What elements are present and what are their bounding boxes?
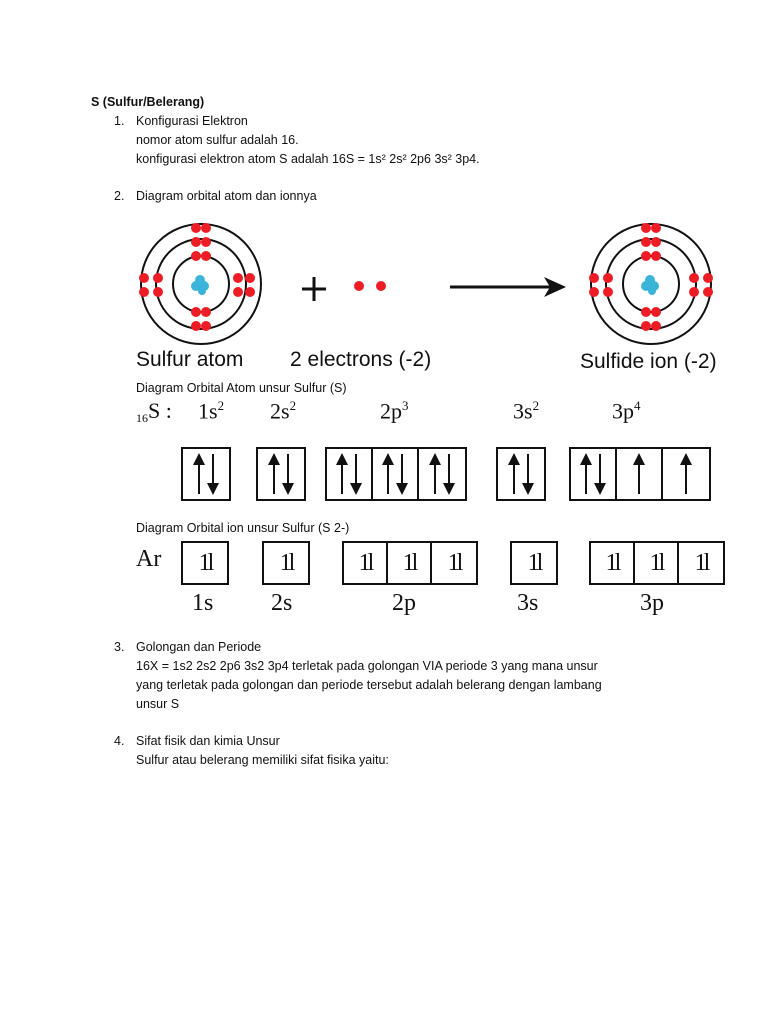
ion-boxes-2p [342,541,478,585]
orbital-label: $2s^2$ [270,398,297,424]
spin-up-arrow [579,452,593,496]
atom-diagram [130,220,740,350]
nucleus [191,275,209,295]
list-number: 3. [114,640,125,654]
orbital-label: $3p^4$ [612,398,641,424]
atom-orbital-caption: Diagram Orbital Atom unsur Sulfur (S) [136,381,347,395]
spin-down-arrow [593,452,607,496]
orbital-label: $2p^3$ [380,398,409,424]
section-title: Sifat fisik dan kimia Unsur [136,734,280,748]
ion-orbital-label: 2s [271,590,293,616]
ion-orbital-box: 1l [694,549,708,576]
spin-up-arrow [267,452,281,496]
list-number: 2. [114,189,125,203]
ion-orbital-label: 3p [640,590,664,616]
ion-orbital-box: 1l [447,549,461,576]
section-title: Konfigurasi Elektron [136,114,248,128]
free-electrons [354,281,386,291]
orbital-box [183,449,229,499]
spin-down-arrow [206,452,220,496]
noble-gas-core: Ar [136,546,162,572]
element-symbol: S : [148,398,172,423]
ion-orbital-box: 1l [198,549,212,576]
atom-symbol [136,398,172,426]
ion-orbital-label: 2p [392,590,416,616]
spin-down-arrow [281,452,295,496]
sulfide-ion-graphic [589,223,713,344]
orbital-box [327,449,373,499]
orbital-boxes-2p [325,447,467,501]
list-number: 4. [114,734,125,748]
orbital-box [663,449,709,499]
document-heading: S (Sulfur/Belerang) [91,95,205,109]
ion-orbital-box: 1l [344,543,388,583]
orbital-box [571,449,617,499]
section-line: nomor atom sulfur adalah 16. [136,133,299,147]
section-title: Diagram orbital atom dan ionnya [136,189,317,203]
spin-up-arrow [507,452,521,496]
section-line: 16X = 1s2 2s2 2p6 3s2 3p4 terletak pada golongan VIA periode 3 yang mana unsur [136,659,598,673]
ion-boxes-3s [510,541,558,585]
orbital-box [419,449,465,499]
orbital-boxes-3s [496,447,546,501]
atomic-number: 16 [136,411,148,425]
spin-down-arrow [349,452,363,496]
spin-up-arrow [632,452,646,496]
spin-up-arrow [381,452,395,496]
spin-down-arrow [521,452,535,496]
section-title: Golongan dan Periode [136,640,262,654]
orbital-box [617,449,663,499]
sulfur-atom-graphic [139,223,261,344]
plus-sign [302,277,326,301]
ion-label: Sulfide ion (-2) [580,350,717,373]
orbital-boxes-1s [181,447,231,501]
list-number: 1. [114,114,125,128]
ion-orbital-box: 1l [591,543,635,583]
reaction-arrow [450,277,566,297]
orbital-box [258,449,304,499]
electrons-label: 2 electrons (-2) [290,348,432,371]
ion-orbital-box: 1l [388,543,432,583]
ion-boxes-3p [589,541,725,585]
orbital-label: $3s^2$ [513,398,540,424]
orbital-label: $1s^2$ [198,398,225,424]
section-line: unsur S [136,697,180,711]
orbital-box [373,449,419,499]
ion-orbital-label: 3s [517,590,539,616]
atom-label: Sulfur atom [136,348,244,371]
ion-orbital-caption: Diagram Orbital ion unsur Sulfur (S 2-) [136,521,350,535]
spin-down-arrow [395,452,409,496]
spin-up-arrow [679,452,693,496]
ion-orbital-box: 1l [527,549,541,576]
orbital-box [498,449,544,499]
ion-orbital-box: 1l [279,549,293,576]
spin-up-arrow [192,452,206,496]
orbital-boxes-3p [569,447,711,501]
section-line: Sulfur atau belerang memiliki sifat fisika yaitu: [136,753,389,767]
orbital-boxes-2s [256,447,306,501]
ion-boxes-2s [262,541,310,585]
ion-orbital-label: 1s [192,590,214,616]
spin-up-arrow [335,452,349,496]
ion-orbital-box: 1l [635,543,679,583]
section-line: konfigurasi elektron atom S adalah 16S = 1s² 2s² 2p6 3s² 3p4. [136,152,480,166]
section-line: yang terletak pada golongan dan periode tersebut adalah belerang dengan lambang [136,678,602,692]
spin-down-arrow [442,452,456,496]
ion-boxes-1s [181,541,229,585]
spin-up-arrow [428,452,442,496]
